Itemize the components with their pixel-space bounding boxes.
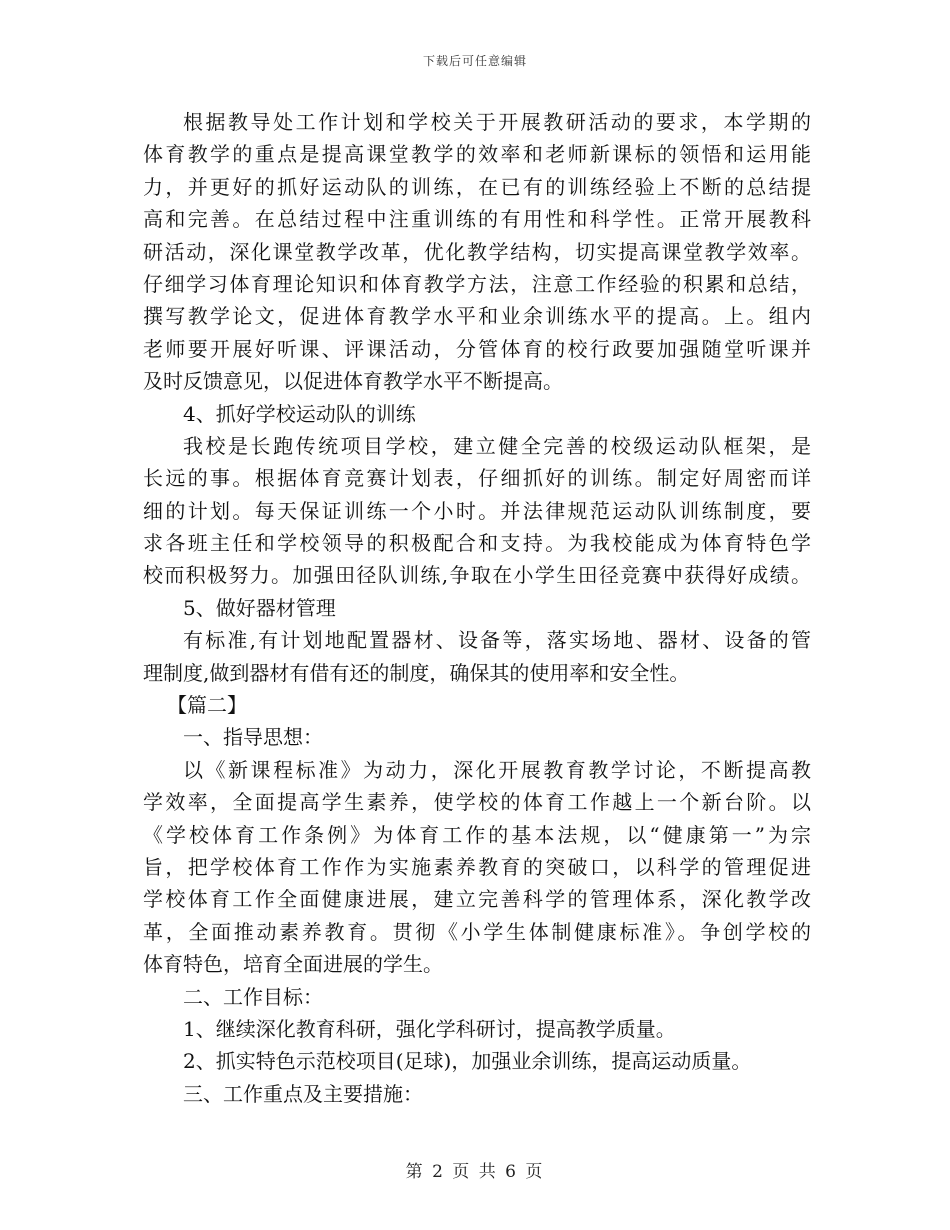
text-line: 及时反馈意见，以促进体育教学水平不断提高。 bbox=[143, 369, 563, 394]
text-line: 一、指导思想： bbox=[183, 725, 323, 750]
text-line: 以《新课程标准》为动力，深化开展教育教学讨论，不断提高教 bbox=[183, 757, 811, 782]
text-line: 三、工作重点及主要措施： bbox=[183, 1081, 423, 1106]
text-line: 理制度,做到器材有借有还的制度，确保其的使用率和安全性。 bbox=[143, 660, 690, 685]
text-line: 二、工作目标： bbox=[183, 984, 323, 1009]
text-line: 仔细学习体育理论知识和体育教学方法，注意工作经验的积累和总结， bbox=[143, 271, 811, 296]
page-footer: 第 2 页 共 6 页 bbox=[405, 1162, 545, 1182]
text-line: 我校是长跑传统项目学校，建立健全完善的校级运动队框架，是 bbox=[183, 433, 811, 458]
text-line: 求各班主任和学校领导的积极配合和支持。为我校能成为体育特色学 bbox=[143, 531, 811, 556]
text-line: 校而积极努力。加强田径队训练,争取在小学生田径竞赛中获得好成绩。 bbox=[143, 563, 811, 588]
text-line: 学校体育工作全面健康进展，建立完善科学的管理体系，深化教学改 bbox=[143, 887, 811, 912]
text-line: 1、继续深化教育科研，强化学科研讨，提高教学质量。 bbox=[183, 1016, 676, 1041]
text-line: 力，并更好的抓好运动队的训练，在已有的训练经验上不断的总结提 bbox=[143, 174, 811, 199]
text-line: 《学校体育工作条例》为体育工作的基本法规，以“健康第一”为宗 bbox=[143, 822, 811, 847]
text-line: 高和完善。在总结过程中注重训练的有用性和科学性。正常开展教科 bbox=[143, 207, 811, 232]
text-line: 体育教学的重点是提高课堂教学的效率和老师新课标的领悟和运用能 bbox=[143, 142, 811, 167]
text-line: 4、抓好学校运动队的训练 bbox=[183, 401, 416, 426]
text-line: 老师要开展好听课、评课活动，分管体育的校行政要加强随堂听课并 bbox=[143, 336, 811, 361]
page-header: 下载后可任意编辑 bbox=[422, 54, 527, 68]
document-body bbox=[143, 106, 811, 1110]
text-line: 旨，把学校体育工作作为实施素养教育的突破口，以科学的管理促进 bbox=[143, 854, 811, 879]
text-line: 【篇二】 bbox=[167, 693, 247, 718]
text-line: 根据教导处工作计划和学校关于开展教研活动的要求，本学期的 bbox=[183, 110, 811, 134]
text-line: 有标准,有计划地配置器材、设备等，落实场地、器材、设备的管 bbox=[183, 628, 811, 653]
text-line: 细的计划。每天保证训练一个小时。并法律规范运动队训练制度，要 bbox=[143, 498, 811, 523]
text-line: 革，全面推动素养教育。贯彻《小学生体制健康标准》。争创学校的 bbox=[143, 919, 811, 944]
text-line: 撰写教学论文，促进体育教学水平和业余训练水平的提高。上。组内 bbox=[143, 304, 811, 329]
text-line: 研活动，深化课堂教学改革，优化教学结构，切实提高课堂教学效率。 bbox=[143, 239, 811, 264]
text-line: 体育特色，培育全面进展的学生。 bbox=[143, 952, 443, 977]
text-line: 5、做好器材管理 bbox=[183, 595, 336, 620]
text-line: 长远的事。根据体育竞赛计划表，仔细抓好的训练。制定好周密而详 bbox=[143, 466, 811, 491]
text-line: 2、抓实特色示范校项目(足球)，加强业余训练，提高运动质量。 bbox=[183, 1049, 752, 1074]
text-line: 学效率，全面提高学生素养，使学校的体育工作越上一个新台阶。以 bbox=[143, 790, 811, 815]
